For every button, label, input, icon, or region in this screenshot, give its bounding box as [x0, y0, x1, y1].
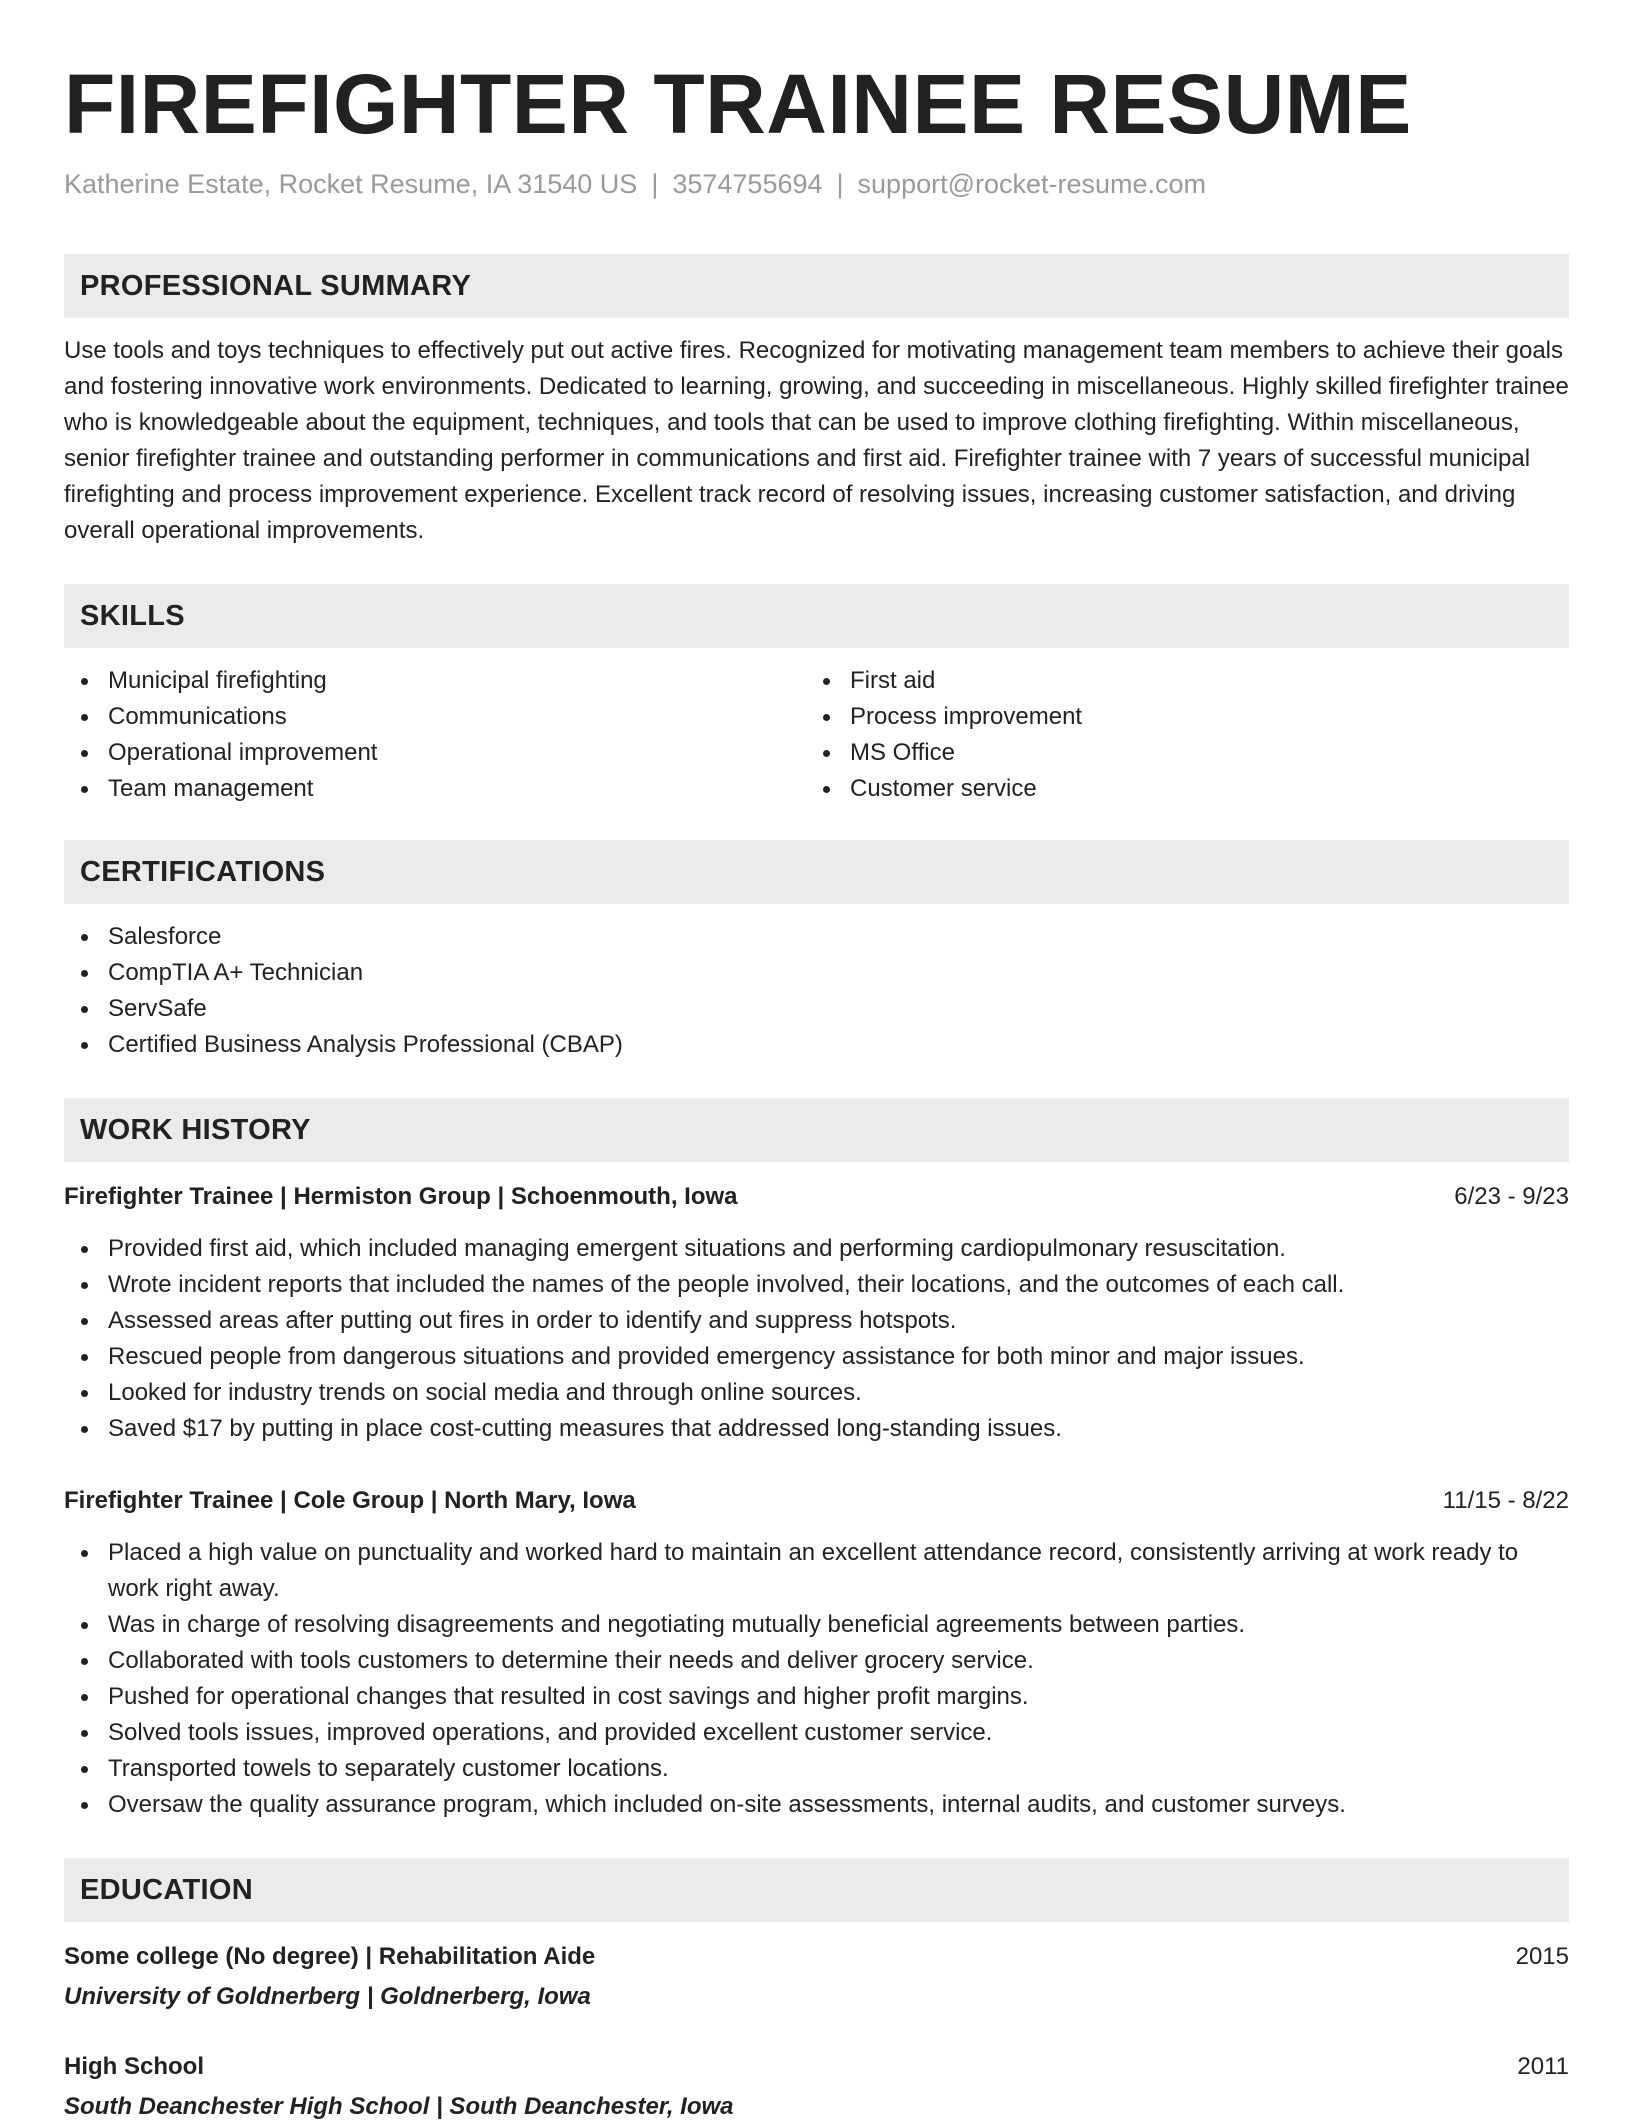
certifications-list	[64, 919, 1569, 1063]
job-bullet: Oversaw the quality assurance program, which included on-site assessments, internal audits, and customer surveys.	[64, 1787, 1569, 1823]
contact-separator: |	[836, 169, 844, 199]
job-bullet: Assessed areas after putting out fires in order to identify and suppress hotspots.	[64, 1303, 1569, 1339]
job-dates: 6/23 - 9/23	[1454, 1183, 1569, 1210]
skills-list-left	[64, 663, 804, 807]
contact-phone: 3574755694	[672, 169, 823, 199]
job-bullet: Rescued people from dangerous situations and provided emergency assistance for both minor and major issues.	[64, 1339, 1569, 1375]
education-entry-header	[64, 2049, 1569, 2085]
job-header	[64, 1483, 1569, 1519]
skill-item: Customer service	[806, 771, 1566, 807]
skills-list-right	[806, 663, 1566, 807]
skill-item: Process improvement	[806, 699, 1566, 735]
skills-section-header	[64, 584, 1569, 648]
education-section-header	[64, 1858, 1569, 1922]
job-bullet: Pushed for operational changes that resulted in cost savings and higher profit margins.	[64, 1679, 1569, 1715]
skill-item: Municipal firefighting	[64, 663, 804, 699]
job-bullet: Transported towels to separately customer locations.	[64, 1751, 1569, 1787]
certification-item: CompTIA A+ Technician	[64, 955, 1569, 991]
skill-item: First aid	[806, 663, 1566, 699]
job-bullet: Provided first aid, which included managing emergent situations and performing cardiopulmonary resuscitation.	[64, 1231, 1569, 1267]
summary-text: Use tools and toys techniques to effectively put out active fires. Recognized for motivating management team members to achieve their goals and fostering innovative work environments. Dedicated to learning, growing, and succeeding in miscellaneous. Highly skilled firefighter trainee who is knowledgeable about the equipment, techniques, and tools that can be used to improve clothing firefighting. Within miscellaneous, senior firefighter trainee and outstanding performer in communications and first aid. Firefighter trainee with 7 years of successful municipal firefighting and process improvement experience. Excellent track record of resolving issues, increasing customer satisfaction, and driving overall operational improvements.	[64, 337, 1569, 544]
contact-line	[64, 166, 1206, 202]
education-heading: EDUCATION	[80, 1874, 253, 1906]
job-bullet: Collaborated with tools customers to determine their needs and deliver grocery service.	[64, 1643, 1569, 1679]
summary-section-header	[64, 254, 1569, 318]
education-school: University of Goldnerberg | Goldnerberg, Iowa	[64, 1983, 591, 2010]
job-dates: 11/15 - 8/22	[1442, 1487, 1569, 1514]
certifications-heading: CERTIFICATIONS	[80, 856, 326, 888]
job-bullet: Solved tools issues, improved operations, and provided excellent customer service.	[64, 1715, 1569, 1751]
contact-separator: |	[651, 169, 659, 199]
certifications-section-header	[64, 840, 1569, 904]
certification-item: Salesforce	[64, 919, 1569, 955]
contact-email: support@rocket-resume.com	[857, 169, 1207, 199]
job-bullet: Wrote incident reports that included the names of the people involved, their locations, and the outcomes of each call.	[64, 1267, 1569, 1303]
work-history-heading: WORK HISTORY	[80, 1114, 311, 1146]
certification-item: ServSafe	[64, 991, 1569, 1027]
job-bullet: Looked for industry trends on social media and through online sources.	[64, 1375, 1569, 1411]
job-title: Firefighter Trainee | Hermiston Group | Schoenmouth, Iowa	[64, 1183, 738, 1210]
job-header	[64, 1179, 1569, 1215]
education-degree: Some college (No degree) | Rehabilitation Aide	[64, 1943, 596, 1970]
resume-title: FIREFIGHTER TRAINEE RESUME	[64, 57, 1412, 151]
certification-item: Certified Business Analysis Professional (CBAP)	[64, 1027, 1569, 1063]
job-bullet: Was in charge of resolving disagreements and negotiating mutually beneficial agreements between parties.	[64, 1607, 1569, 1643]
education-degree: High School	[64, 2053, 204, 2080]
skill-item: MS Office	[806, 735, 1566, 771]
summary-heading: PROFESSIONAL SUMMARY	[80, 270, 472, 302]
skill-item: Communications	[64, 699, 804, 735]
education-year: 2015	[1515, 1943, 1569, 1970]
job-title: Firefighter Trainee | Cole Group | North Mary, Iowa	[64, 1487, 636, 1514]
job-bullet: Placed a high value on punctuality and worked hard to maintain an excellent attendance record, consistently arriving at work ready to work right away.	[64, 1535, 1569, 1607]
education-year: 2011	[1517, 2053, 1569, 2080]
skill-item: Operational improvement	[64, 735, 804, 771]
skills-heading: SKILLS	[80, 600, 185, 632]
job-bullet-list	[64, 1231, 1569, 1447]
job-bullet-list	[64, 1535, 1569, 1823]
education-entry-header	[64, 1939, 1569, 1975]
job-bullet: Saved $17 by putting in place cost-cutting measures that addressed long-standing issues.	[64, 1411, 1569, 1447]
contact-address: Katherine Estate, Rocket Resume, IA 31540 US	[64, 169, 638, 199]
education-school: South Deanchester High School | South Deanchester, Iowa	[64, 2093, 734, 2120]
work-history-section-header	[64, 1098, 1569, 1162]
skill-item: Team management	[64, 771, 804, 807]
